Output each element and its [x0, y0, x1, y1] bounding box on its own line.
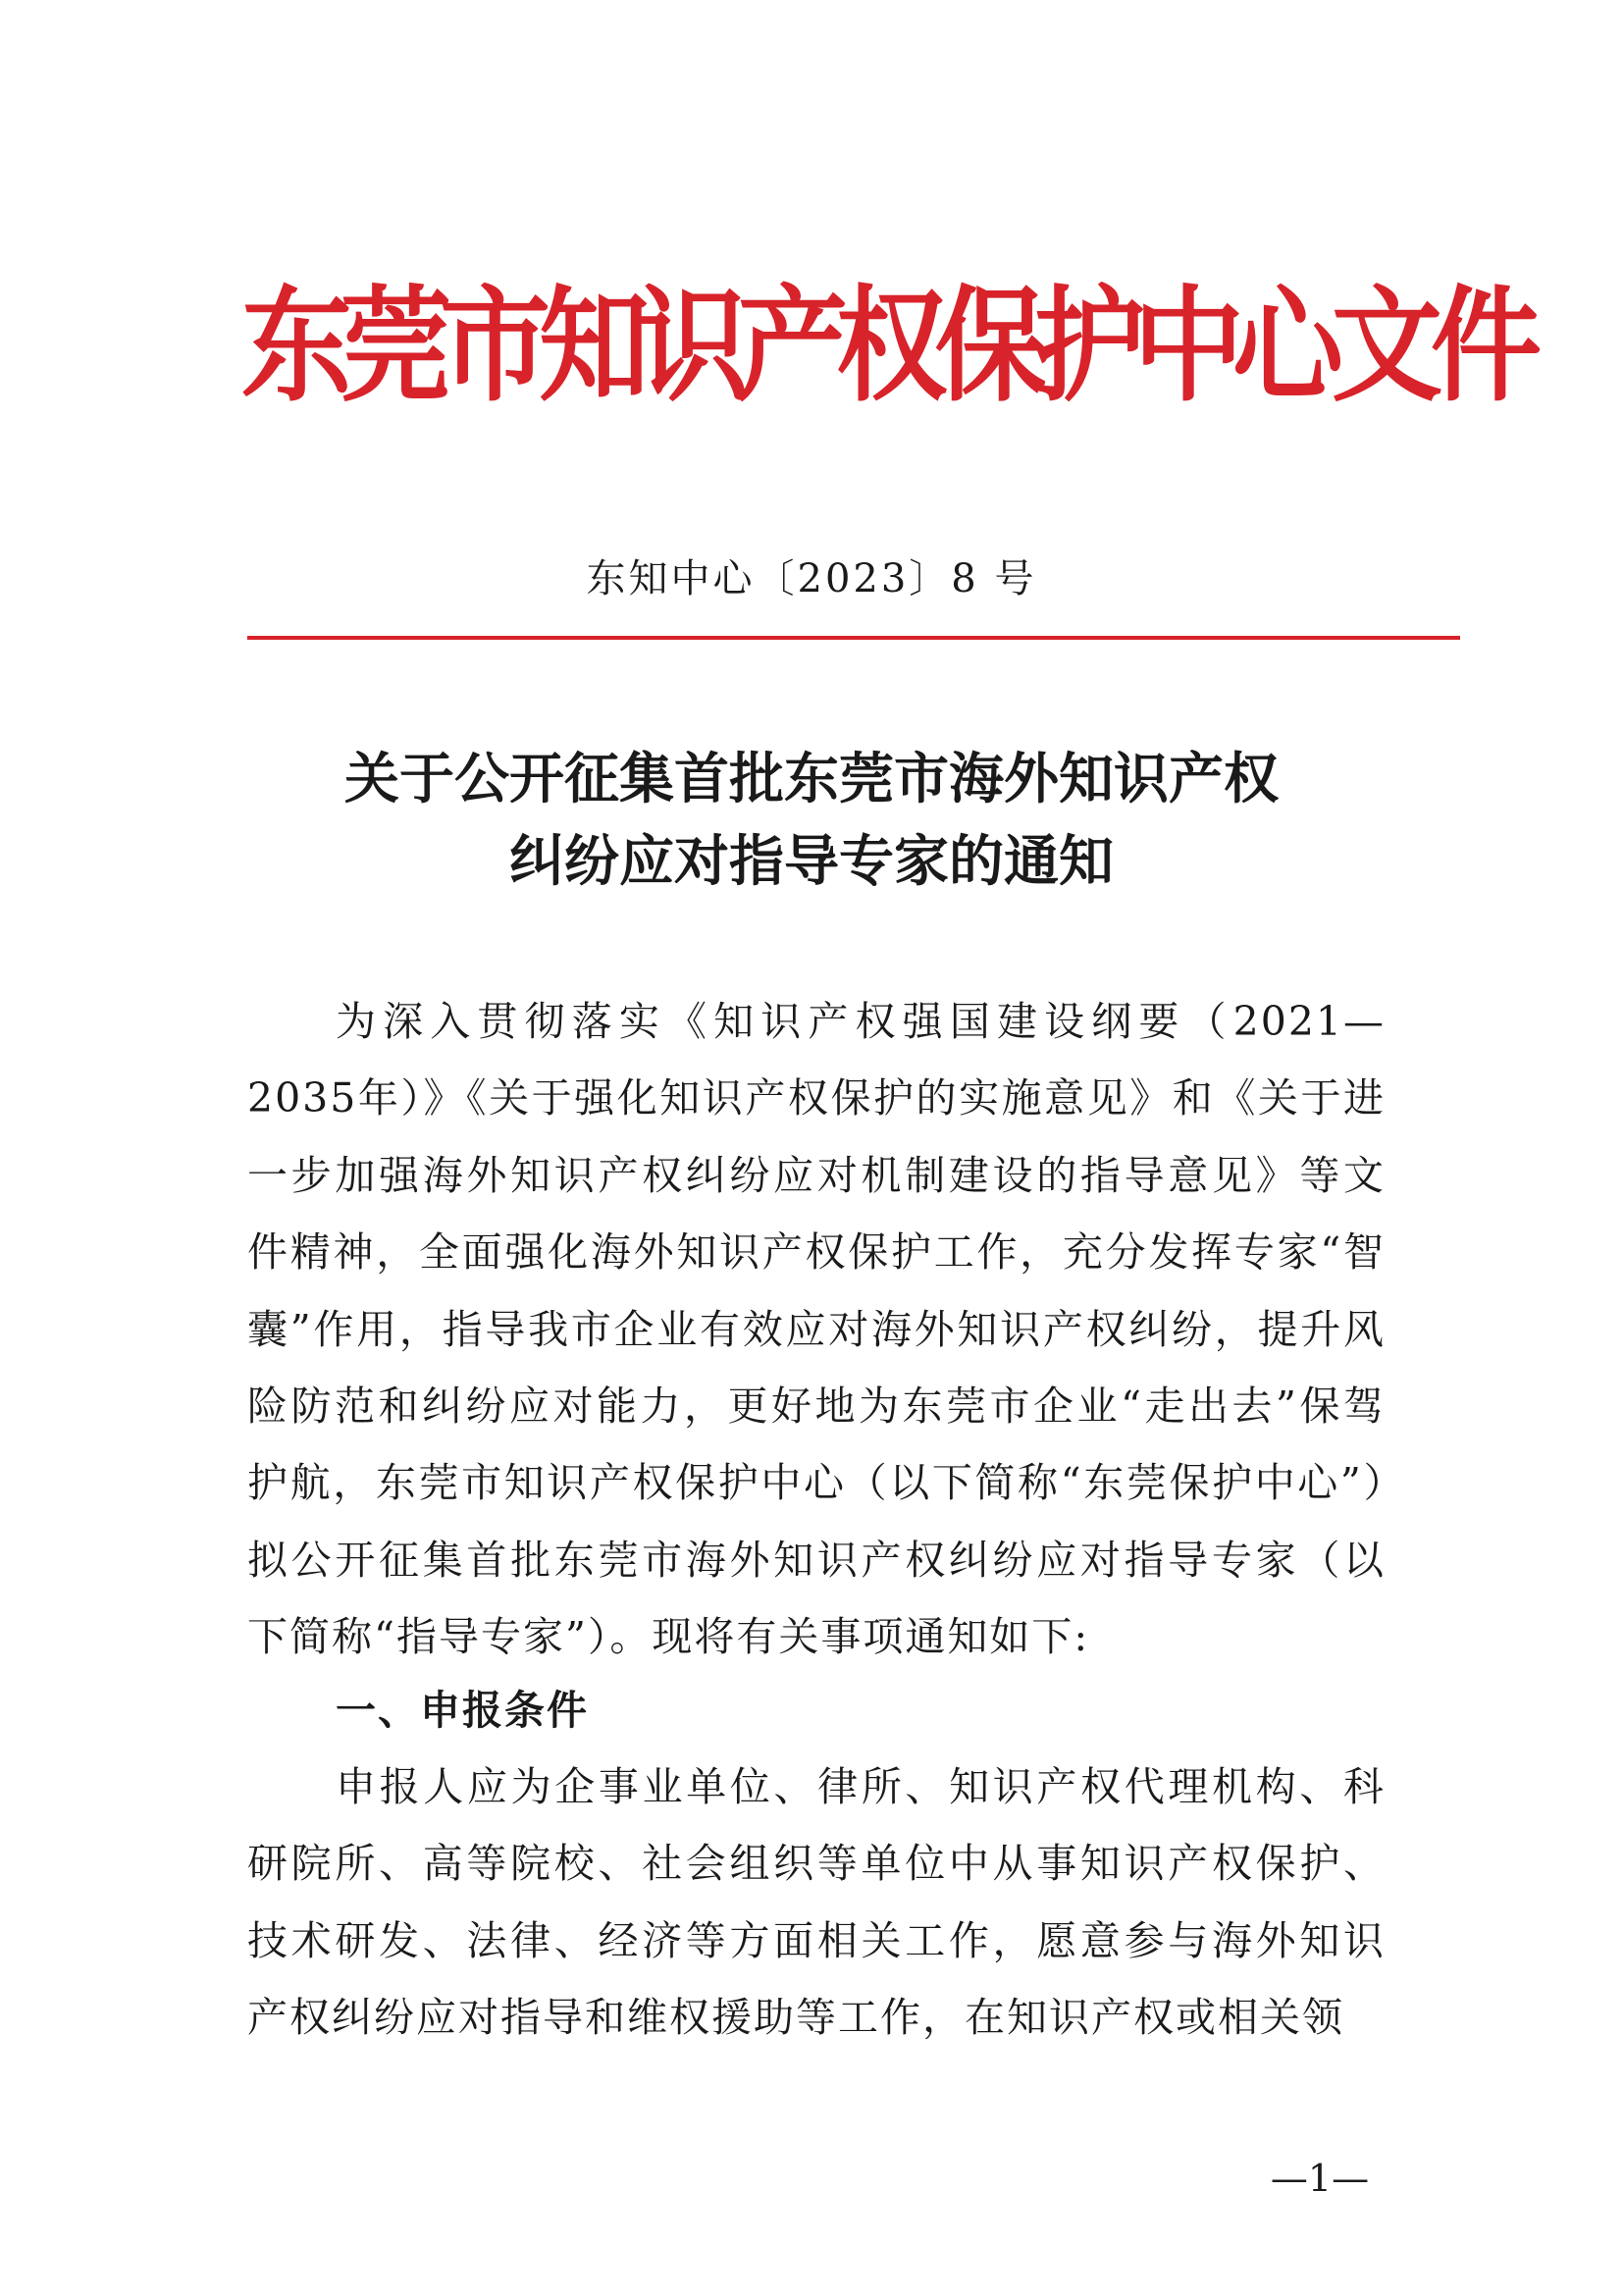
header-red-rule	[247, 636, 1460, 640]
notice-title-line-2: 纠纷应对指导专家的通知	[509, 829, 1114, 894]
document-number: 东知中心〔2023〕8 号	[586, 556, 1037, 601]
issuer-header-title: 东莞市知识产权保护中心文件	[241, 272, 1530, 419]
section-heading-1: 一、申报条件	[336, 1687, 589, 1734]
notice-title-line-1: 关于公开征集首批东莞市海外知识产权	[344, 747, 1279, 811]
notice-title	[0, 738, 1623, 903]
page-number: —1—	[1270, 2157, 1370, 2200]
intro-paragraph: 为深入贯彻落实《知识产权强国建设纲要（2021—2035年）》《关于强化知识产权保护的实施意见》和《关于进一步加强海外知识产权纠纷应对机制建设的指导意见》等文件精神，全面强化海外知识产权保护工作，充分发挥专家“智囊”作用，指导我市企业有效应对海外知识产权纠纷，提升风险防范和纠纷应对能力，更好地为东莞市企业“走出去”保驾护航，东莞市知识产权保护中心（以下简称“东莞保护中心”）拟公开征集首批东莞市海外知识产权纠纷应对指导专家（以下简称“指导专家”）。现将有关事项通知如下:	[247, 998, 1386, 1661]
section-1-paragraph: 申报人应为企事业单位、律所、知识产权代理机构、科研院所、高等院校、社会组织等单位中从事知识产权保护、技术研发、法律、经济等方面相关工作，愿意参与海外知识产权纠纷应对指导和维权援助等工作，在知识产权或相关领	[247, 1763, 1386, 2042]
